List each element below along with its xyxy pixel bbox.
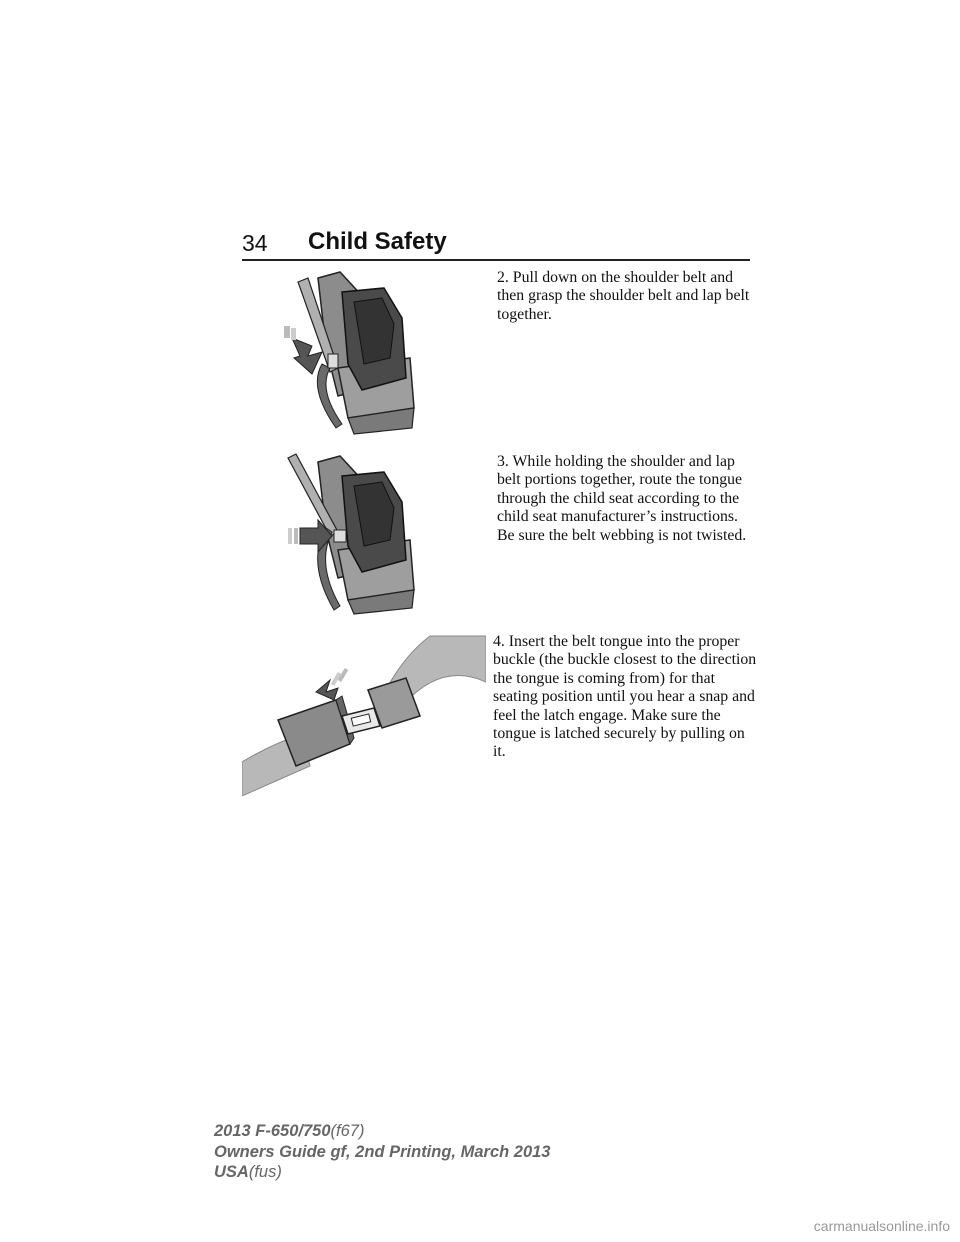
watermark: carmanualsonline.info (813, 1218, 950, 1234)
footer-model: 2013 F-650/750 (214, 1122, 331, 1140)
child-seat-illustration-route-belt (278, 452, 428, 616)
step-2-text: 2. Pull down on the shoulder belt and then grasp the shoulder belt and lap belt together. (497, 269, 750, 323)
document-footer (214, 1121, 551, 1183)
footer-line-2: Owners Guide gf, 2nd Printing, March 2013 (214, 1142, 551, 1161)
footer-line-1 (214, 1121, 551, 1142)
page-number: 34 (242, 230, 268, 256)
footer-line-3 (214, 1162, 551, 1183)
footer-model-code: (f67) (330, 1122, 365, 1140)
page-header (242, 228, 750, 262)
section-title: Child Safety (308, 228, 447, 255)
footer-market-code: (fus) (248, 1163, 282, 1181)
header-rule (242, 259, 750, 261)
step-4-text: 4. Insert the belt tongue into the proper buckle (the buckle closest to the direction the tongue is coming from) for that seating position until you hear a snap and feel the latch engage. Make sure the tongue is latched securely by pulling on it. (493, 633, 757, 761)
step-3-text: 3. While holding the shoulder and lap belt portions together, route the tongue through the child seat according to the child seat manufacturer’s instructions. Be sure the belt webbing is not twisted. (497, 453, 747, 544)
child-seat-illustration-pull-belt (278, 268, 428, 436)
belt-buckle-illustration (242, 634, 486, 796)
footer-market: USA (214, 1163, 249, 1181)
